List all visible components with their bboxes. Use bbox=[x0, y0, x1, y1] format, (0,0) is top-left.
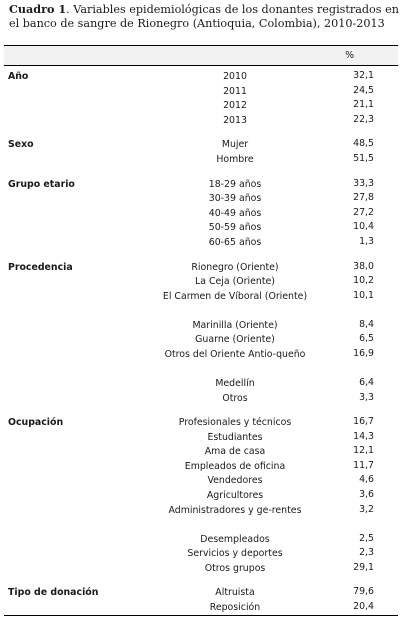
table-row bbox=[4, 473, 398, 488]
category-cell: Marinilla (Oriente) bbox=[192, 319, 278, 331]
group-gap bbox=[4, 167, 398, 177]
category-cell: 2012 bbox=[223, 100, 247, 112]
category-cell: 60-65 años bbox=[208, 236, 262, 248]
group-name: Grupo etario bbox=[8, 178, 75, 190]
table-row bbox=[4, 289, 398, 318]
category-cell: Otros del Oriente Antio-queño bbox=[164, 348, 306, 360]
table-row bbox=[4, 532, 398, 547]
table-body bbox=[4, 66, 398, 615]
table-row bbox=[4, 98, 398, 113]
value-cell: 20,4 bbox=[353, 601, 374, 613]
value-cell: 21,1 bbox=[353, 99, 374, 111]
category-cell: 40-49 años bbox=[208, 207, 262, 219]
value-cell: 2,5 bbox=[359, 532, 374, 544]
table-group bbox=[4, 177, 398, 250]
table-row bbox=[4, 191, 398, 206]
table-group bbox=[4, 137, 398, 166]
table-row bbox=[4, 347, 398, 376]
value-cell: 33,3 bbox=[353, 177, 374, 189]
table-row bbox=[4, 137, 398, 152]
table-caption bbox=[9, 2, 405, 31]
header-percent: % bbox=[345, 50, 354, 61]
value-cell: 51,5 bbox=[353, 152, 374, 164]
group-name: Procedencia bbox=[8, 261, 73, 273]
group-name: Año bbox=[8, 71, 29, 82]
category-cell: Medellín bbox=[215, 377, 255, 389]
value-cell: 10,4 bbox=[353, 221, 374, 233]
value-cell: 14,3 bbox=[353, 430, 374, 442]
table-row bbox=[4, 152, 398, 167]
category-cell: Administradores y ge-rentes bbox=[168, 504, 302, 516]
group-gap bbox=[4, 575, 398, 585]
category-cell: El Carmen de Víboral (Oriente) bbox=[162, 290, 308, 302]
category-cell: Rionegro (Oriente) bbox=[191, 261, 279, 273]
category-cell: 18-29 años bbox=[208, 178, 262, 190]
table-row bbox=[4, 113, 398, 128]
value-cell: 22,3 bbox=[353, 113, 374, 125]
value-cell: 16,9 bbox=[353, 347, 374, 359]
category-cell: Ama de casa bbox=[204, 446, 266, 458]
category-cell: La Ceja (Oriente) bbox=[195, 276, 275, 288]
table-row bbox=[4, 220, 398, 235]
category-cell: Mujer bbox=[221, 139, 249, 151]
category-cell: 2013 bbox=[223, 114, 247, 126]
group-name: Sexo bbox=[8, 139, 34, 151]
table-row bbox=[4, 318, 398, 333]
table-row bbox=[4, 391, 398, 406]
category-cell: Servicios y deportes bbox=[187, 548, 283, 560]
group-name: Tipo de donación bbox=[8, 587, 99, 599]
table-row bbox=[4, 488, 398, 503]
table-row bbox=[4, 84, 398, 99]
value-cell: 32,1 bbox=[353, 70, 374, 81]
value-cell: 3,6 bbox=[359, 489, 374, 501]
category-cell: Agricultores bbox=[206, 490, 264, 502]
value-cell: 12,1 bbox=[353, 445, 374, 457]
value-cell: 6,4 bbox=[359, 376, 374, 388]
group-gap bbox=[4, 405, 398, 415]
table-row bbox=[4, 459, 398, 474]
group-gap bbox=[4, 250, 398, 260]
table-row bbox=[4, 274, 398, 289]
table-group bbox=[4, 260, 398, 406]
category-cell: 2010 bbox=[223, 71, 247, 82]
table-row bbox=[4, 430, 398, 445]
category-cell: Vendedores bbox=[207, 475, 263, 487]
value-cell: 38,0 bbox=[353, 260, 374, 272]
table-group bbox=[4, 585, 398, 614]
value-cell: 11,7 bbox=[353, 459, 374, 471]
table-row bbox=[4, 69, 398, 84]
caption-label: Cuadro 1 bbox=[9, 2, 67, 16]
caption-text: . Variables epidemiológicas de los donantes registrados en el banco de sangre de Rionegro (Antioquia, Colombia), 2010-2013 bbox=[9, 3, 399, 30]
value-cell: 1,3 bbox=[359, 235, 374, 247]
category-cell: 30-39 años bbox=[208, 193, 262, 205]
value-cell: 3,2 bbox=[359, 503, 374, 515]
table-row bbox=[4, 600, 398, 615]
table-row bbox=[4, 503, 398, 532]
value-cell: 48,5 bbox=[353, 138, 374, 150]
category-cell: Profesionales y técnicos bbox=[178, 417, 292, 429]
category-cell: Otros grupos bbox=[204, 562, 266, 574]
value-cell: 10,1 bbox=[353, 289, 374, 301]
table-row bbox=[4, 561, 398, 576]
value-cell: 79,6 bbox=[353, 586, 374, 598]
table-row bbox=[4, 415, 398, 430]
table-group bbox=[4, 415, 398, 575]
category-cell: Otros bbox=[222, 392, 248, 404]
category-cell: Altruista bbox=[215, 587, 255, 599]
value-cell: 3,3 bbox=[359, 391, 374, 403]
table-row bbox=[4, 585, 398, 600]
category-cell: 50-59 años bbox=[208, 222, 262, 234]
group-gap bbox=[4, 127, 398, 137]
table-row bbox=[4, 376, 398, 391]
category-cell: Estudiantes bbox=[207, 431, 263, 443]
value-cell: 2,3 bbox=[359, 547, 374, 559]
value-cell: 10,2 bbox=[353, 275, 374, 287]
category-cell: Empleados de oficina bbox=[184, 460, 286, 472]
value-cell: 6,5 bbox=[359, 333, 374, 345]
table-row bbox=[4, 235, 398, 250]
table-row bbox=[4, 546, 398, 561]
table-header bbox=[4, 45, 398, 66]
table-row bbox=[4, 444, 398, 459]
group-name: Ocupación bbox=[8, 417, 64, 429]
category-cell: Hombre bbox=[216, 153, 254, 165]
table-row bbox=[4, 206, 398, 221]
category-cell: 2011 bbox=[223, 85, 247, 97]
table-group bbox=[4, 66, 398, 127]
value-cell: 24,5 bbox=[353, 84, 374, 96]
value-cell: 16,7 bbox=[353, 416, 374, 428]
value-cell: 29,1 bbox=[353, 561, 374, 573]
value-cell: 27,2 bbox=[353, 206, 374, 218]
table-row bbox=[4, 260, 398, 275]
category-cell: Guarne (Oriente) bbox=[195, 334, 275, 346]
table-row bbox=[4, 332, 398, 347]
data-table bbox=[4, 45, 398, 616]
value-cell: 27,8 bbox=[353, 192, 374, 204]
category-cell: Reposición bbox=[209, 602, 261, 614]
value-cell: 4,6 bbox=[359, 474, 374, 486]
category-cell: Desempleados bbox=[200, 533, 270, 545]
table-row bbox=[4, 177, 398, 192]
value-cell: 8,4 bbox=[359, 318, 374, 330]
